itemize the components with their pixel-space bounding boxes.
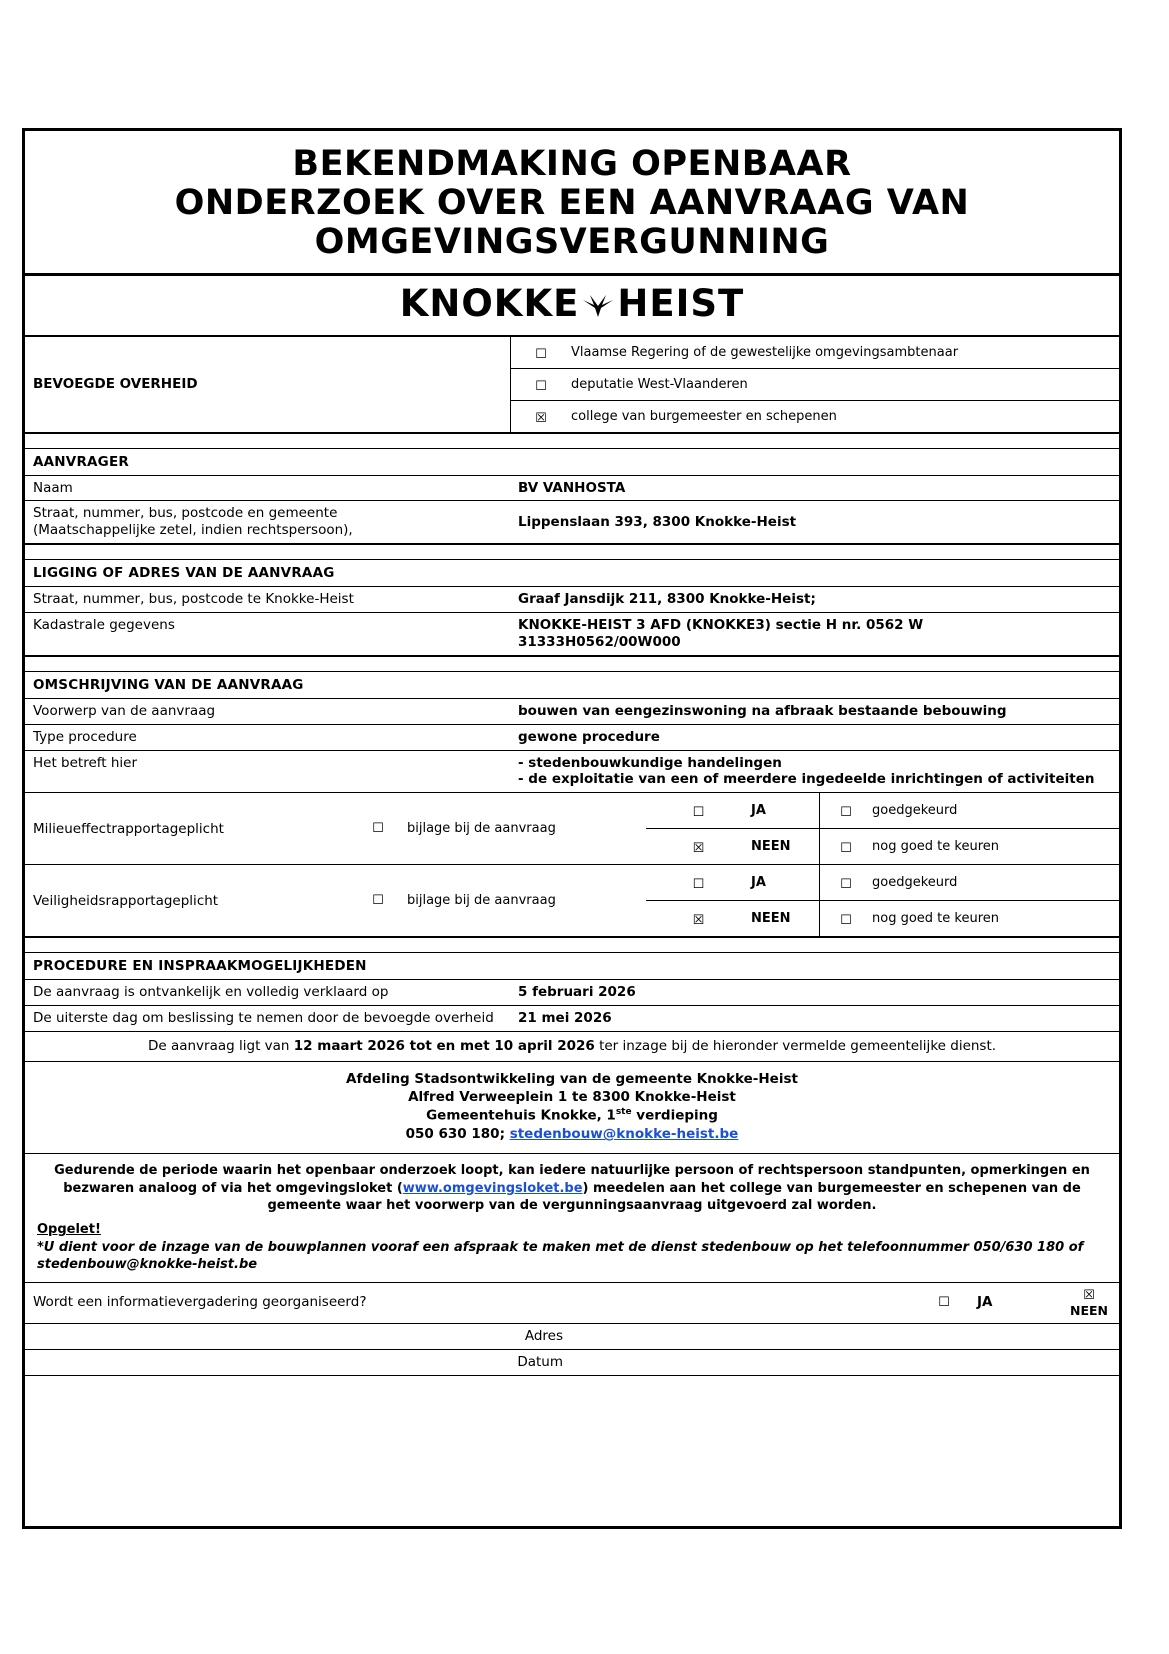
checkbox-checked-icon[interactable]: ☒ bbox=[692, 913, 705, 929]
vr-annex[interactable] bbox=[371, 865, 646, 936]
location-street-value: Graaf Jansdijk 211, 8300 Knokke-Heist; bbox=[518, 591, 816, 608]
info-meeting-date-label: Datum bbox=[517, 1353, 563, 1370]
signature-area bbox=[25, 1376, 1119, 1526]
attention-block bbox=[25, 1217, 1119, 1283]
office-phone: 050 630 180; bbox=[405, 1126, 510, 1143]
location-cadastral-row bbox=[25, 613, 1119, 656]
logo-text-right: HEIST bbox=[617, 281, 745, 325]
description-procedure-row bbox=[25, 725, 1119, 751]
vr-approved-row[interactable] bbox=[819, 865, 1119, 901]
procedure-receivable-value: 5 februari 2026 bbox=[518, 984, 636, 1001]
divider bbox=[25, 656, 1119, 672]
description-subject-row bbox=[25, 699, 1119, 725]
checkbox-unchecked-icon[interactable]: ☐ bbox=[372, 893, 384, 909]
public-notice-text bbox=[25, 1154, 1119, 1217]
checkbox-unchecked-icon[interactable]: ☐ bbox=[692, 805, 705, 821]
title-line-2: ONDERZOEK OVER EEN AANVRAAG VAN bbox=[174, 183, 970, 224]
vr-no-row[interactable] bbox=[646, 901, 819, 936]
authority-option-label: college van burgemeester en schepenen bbox=[571, 408, 837, 424]
applicant-name-label: Naam bbox=[33, 479, 73, 496]
mer-approved-label: goedgekeurd bbox=[872, 803, 958, 819]
procedure-receivable-label: De aanvraag is ontvankelijk en volledig verklaard op bbox=[33, 984, 389, 1001]
logo-text-left: KNOKKE bbox=[399, 281, 580, 325]
description-concerns-value-2: - de exploitatie van een of meerdere ingedeelde inrichtingen of activiteiten bbox=[518, 771, 1095, 788]
applicant-address-label-2: (Maatschappelijke zetel, indien rechtspersoon), bbox=[33, 522, 353, 539]
description-subject-label: Voorwerp van de aanvraag bbox=[33, 702, 216, 719]
divider bbox=[25, 544, 1119, 560]
vr-label: Veiligheidsrapportageplicht bbox=[33, 892, 219, 909]
location-heading: LIGGING OF ADRES VAN DE AANVRAAG bbox=[33, 565, 335, 582]
vr-to-approve-row[interactable] bbox=[819, 901, 1119, 936]
inspection-pre: De aanvraag ligt van bbox=[147, 1038, 294, 1055]
title-line-1: BEKENDMAKING OPENBAAR bbox=[292, 144, 852, 184]
description-concerns-value-1: - stedenbouwkundige handelingen bbox=[518, 754, 782, 771]
info-meeting-no-label: NEEN bbox=[1069, 1303, 1108, 1319]
authority-option[interactable] bbox=[511, 337, 1119, 369]
office-line-3: Gemeentehuis Knokke, 1ste verdieping bbox=[426, 1107, 718, 1124]
location-street-label: Straat, nummer, bus, postcode te Knokke-Heist bbox=[33, 591, 354, 608]
location-cadastral-value-1: KNOKKE-HEIST 3 AFD (KNOKKE3) sectie H nr. 0562 W bbox=[518, 617, 924, 634]
authority-option[interactable] bbox=[511, 401, 1119, 432]
title-line-3: OMGEVINGSVERGUNNING bbox=[314, 222, 830, 263]
mer-no-label: NEEN bbox=[751, 839, 791, 855]
mer-approved-row[interactable] bbox=[819, 793, 1119, 829]
municipality-logo bbox=[25, 276, 1119, 337]
description-subject-value: bouwen van eengezinswoning na afbraak bestaande bebouwing bbox=[518, 702, 1007, 719]
checkbox-unchecked-icon[interactable]: ☐ bbox=[840, 805, 852, 821]
description-heading: OMSCHRIJVING VAN DE AANVRAAG bbox=[33, 676, 304, 693]
checkbox-unchecked-icon[interactable]: ☐ bbox=[840, 913, 852, 929]
vr-no-label: NEEN bbox=[751, 911, 791, 927]
applicant-name-row bbox=[25, 476, 1119, 502]
info-meeting-date-row bbox=[25, 1350, 1119, 1376]
procedure-heading: PROCEDURE EN INSPRAAKMOGELIJKHEDEN bbox=[33, 958, 367, 975]
mer-no-row[interactable] bbox=[646, 829, 819, 864]
divider bbox=[25, 937, 1119, 953]
attention-warning: *U dient voor de inzage van de bouwplannen vooraf een afspraak te maken met de dienst stedenbouw op het telefoonnummer 050/630 180 of stedenbouw@knokke-heist.be bbox=[37, 1239, 1084, 1273]
checkbox-checked-icon[interactable]: ☒ bbox=[1083, 1287, 1095, 1303]
notice-document bbox=[22, 128, 1122, 1529]
checkbox-unchecked-icon[interactable]: ☐ bbox=[840, 877, 852, 893]
mer-block bbox=[25, 793, 1119, 865]
info-meeting-address-label: Adres bbox=[524, 1328, 563, 1345]
description-procedure-value: gewone procedure bbox=[518, 728, 660, 745]
divider bbox=[25, 433, 1119, 449]
mer-yes-label: JA bbox=[751, 803, 766, 819]
procedure-receivable-row bbox=[25, 980, 1119, 1006]
applicant-heading: AANVRAGER bbox=[33, 453, 129, 470]
applicant-address-row bbox=[25, 501, 1119, 544]
description-procedure-label: Type procedure bbox=[33, 728, 137, 745]
authority-options bbox=[510, 337, 1119, 432]
location-cadastral-value-2: 31333H0562/00W000 bbox=[518, 633, 681, 650]
notice-part-1: Gedurende de periode waarin het openbaar onderzoek loopt, kan iedere natuurlijke persoon of rechtspersoon standpunten, opmerkingen en bezwaren analoog of via het omgevingsloket ( bbox=[54, 1163, 1090, 1196]
procedure-inspection-row bbox=[25, 1032, 1119, 1062]
info-meeting-address-value[interactable] bbox=[573, 1324, 1119, 1349]
office-line-1: Afdeling Stadsontwikkeling van de gemeente Knokke-Heist bbox=[346, 1070, 798, 1087]
info-meeting-date-value[interactable] bbox=[573, 1350, 1119, 1375]
procedure-deadline-label: De uiterste dag om beslissing te nemen door de bevoegde overheid bbox=[33, 1010, 494, 1027]
notice-part-2: ) meedelen aan het college van burgemeester en schepenen van de gemeente waar het voorwerp van de vergunningsaanvraag uitgevoerd zal worden. bbox=[267, 1180, 1081, 1214]
procedure-deadline-value: 21 mei 2026 bbox=[518, 1010, 612, 1027]
omgevingsloket-link[interactable]: www.omgevingsloket.be bbox=[402, 1180, 583, 1196]
office-line-2: Alfred Verweeplein 1 te 8300 Knokke-Heist bbox=[408, 1089, 736, 1106]
mer-annex[interactable] bbox=[371, 793, 646, 864]
office-address-block bbox=[25, 1062, 1119, 1154]
checkbox-checked-icon[interactable]: ☒ bbox=[535, 410, 547, 426]
mer-to-approve-label: nog goed te keuren bbox=[872, 839, 999, 855]
mer-yes-row[interactable] bbox=[646, 793, 819, 829]
vr-block bbox=[25, 865, 1119, 937]
procedure-deadline-row bbox=[25, 1006, 1119, 1032]
checkbox-unchecked-icon[interactable]: ☐ bbox=[692, 877, 705, 893]
office-contact bbox=[25, 1125, 1119, 1143]
attention-heading: Opgelet! bbox=[37, 1221, 101, 1237]
info-meeting-yes-label: JA bbox=[977, 1294, 993, 1311]
seagull-icon bbox=[581, 286, 615, 320]
vr-to-approve-label: nog goed te keuren bbox=[872, 911, 999, 927]
mer-to-approve-row[interactable] bbox=[819, 829, 1119, 864]
applicant-address-value: Lippenslaan 393, 8300 Knokke-Heist bbox=[518, 513, 797, 530]
applicant-address-label-1: Straat, nummer, bus, postcode en gemeente bbox=[33, 505, 338, 522]
checkbox-unchecked-icon[interactable]: ☐ bbox=[372, 821, 384, 837]
checkbox-unchecked-icon[interactable]: ☐ bbox=[535, 378, 547, 394]
mer-annex-label: bijlage bij de aanvraag bbox=[407, 821, 556, 837]
title-block bbox=[25, 131, 1119, 276]
checkbox-checked-icon[interactable]: ☒ bbox=[692, 841, 705, 857]
inspection-dates: 12 maart 2026 tot en met 10 april 2026 bbox=[293, 1038, 595, 1055]
authority-label: BEVOEGDE OVERHEID bbox=[33, 375, 198, 392]
description-concerns-label: Het betreft hier bbox=[33, 754, 138, 771]
checkbox-unchecked-icon[interactable]: ☐ bbox=[840, 841, 852, 857]
authority-section bbox=[25, 337, 1119, 433]
location-cadastral-label: Kadastrale gegevens bbox=[33, 617, 175, 634]
authority-option-label: deputatie West-Vlaanderen bbox=[571, 376, 748, 392]
applicant-name-value: BV VANHOSTA bbox=[518, 479, 626, 496]
vr-annex-label: bijlage bij de aanvraag bbox=[407, 893, 556, 909]
location-street-row bbox=[25, 587, 1119, 613]
info-meeting-question: Wordt een informatievergadering georganiseerd? bbox=[33, 1294, 367, 1311]
office-email-link[interactable]: stedenbouw@knokke-heist.be bbox=[509, 1126, 739, 1143]
vr-yes-label: JA bbox=[751, 875, 766, 891]
checkbox-unchecked-icon[interactable]: ☐ bbox=[535, 346, 547, 362]
info-meeting-row bbox=[25, 1283, 1119, 1325]
description-concerns-row bbox=[25, 751, 1119, 794]
checkbox-unchecked-icon[interactable]: ☐ bbox=[938, 1295, 950, 1311]
info-meeting-address-row bbox=[25, 1324, 1119, 1350]
authority-option-label: Vlaamse Regering of de gewestelijke omgevingsambtenaar bbox=[571, 344, 959, 360]
authority-option[interactable] bbox=[511, 369, 1119, 401]
vr-approved-label: goedgekeurd bbox=[872, 875, 958, 891]
mer-label: Milieueffectrapportageplicht bbox=[33, 820, 224, 837]
vr-yes-row[interactable] bbox=[646, 865, 819, 901]
inspection-post: ter inzage bij de hieronder vermelde gemeentelijke dienst. bbox=[594, 1038, 997, 1055]
